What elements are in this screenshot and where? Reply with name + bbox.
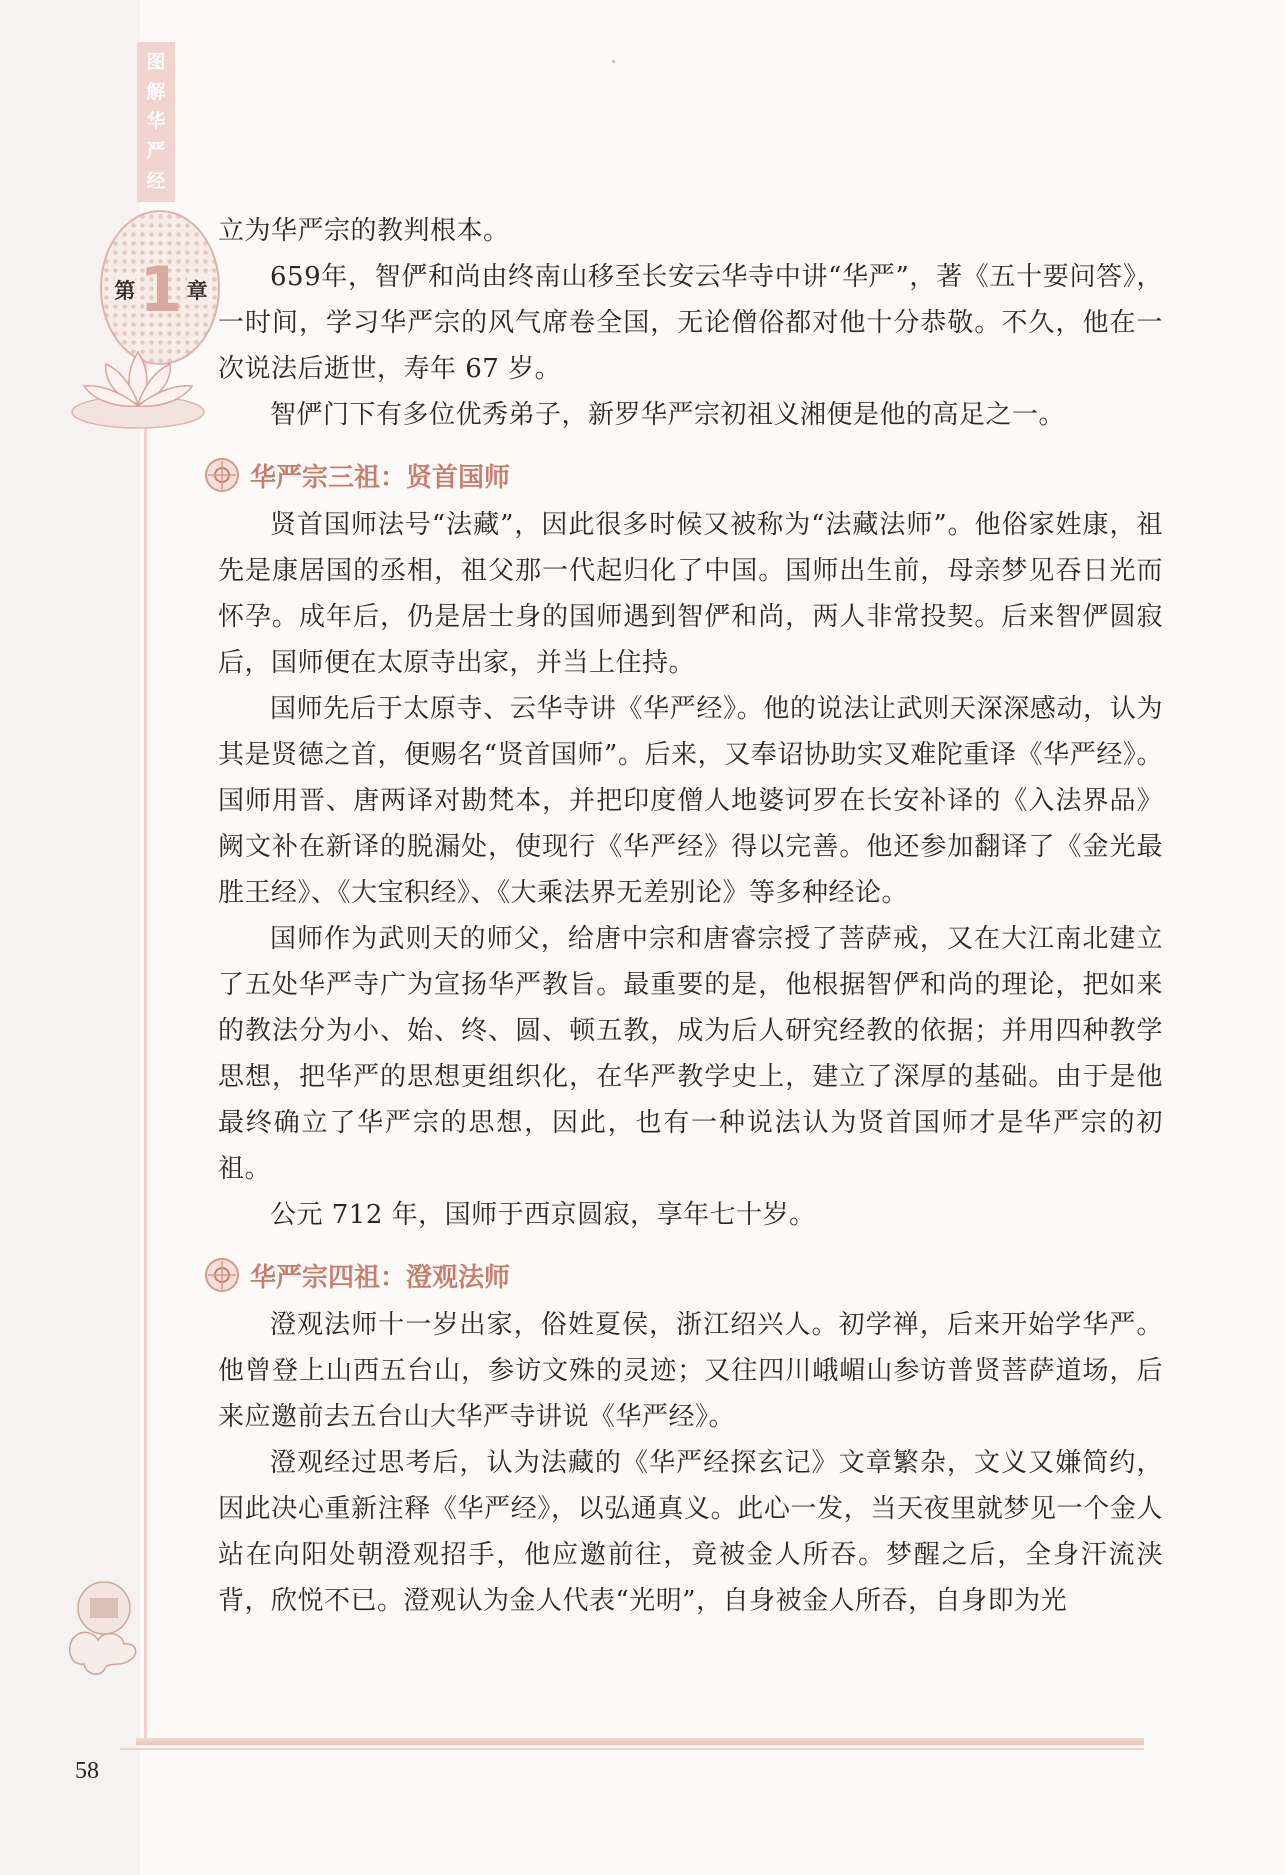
footer-rule-thin: [120, 1748, 1144, 1750]
paragraph: 659年，智俨和尚由终南山移至长安云华寺中讲“华严”，著《五十要问答》，一时间，学习华严宗的风气席卷全国，无论僧俗都对他十分恭敬。不久，他在一次说法后逝世，寿年 67 岁。: [218, 262, 1163, 384]
book-title-char: 华: [146, 110, 166, 133]
dharma-wheel-icon: [204, 1257, 240, 1293]
book-title-tab: [137, 42, 175, 202]
book-title-char: 严: [146, 140, 166, 163]
paragraph: 澄观法师十一岁出家，俗姓夏侯，浙江绍兴人。初学禅，后来开始学华严。他曾登上山西五台山，参访文殊的灵迹；又往四川峨嵋山参访普贤菩萨道场，后来应邀前去五台山大华严寺讲说《华严经》。: [218, 1310, 1163, 1432]
paragraph: 贤首国师法号“法藏”，因此很多时候又被称为“法藏法师”。他俗家姓康，祖先是康居国的丞相，祖父那一代起归化了中国。国师出生前，母亲梦见吞日光而怀孕。成年后，仍是居士身的国师遇到智俨和尚，两人非常投契。后来智俨圆寂后，国师便在太原寺出家，并当上住持。: [218, 510, 1163, 678]
paragraph: 立为华严宗的教判根本。: [218, 216, 510, 246]
chapter-suffix: 章: [187, 275, 208, 305]
book-title-char: 图: [146, 51, 166, 74]
paragraph: 国师作为武则天的师父，给唐中宗和唐睿宗授了菩萨戒，又在大江南北建立了五处华严寺广为宣扬华严教旨。最重要的是，他根据智俨和尚的理论，把如来的教法分为小、始、终、圆、顿五教，成为后人研究经教的依据；并用四种教学思想，把华严的思想更组织化，在华严教学史上，建立了深厚的基础。由于是他最终确立了华严宗的思想，因此，也有一种说法认为贤首国师才是华严宗的初祖。: [218, 924, 1163, 1184]
footer-rule: [136, 1738, 1144, 1745]
section-title: 华严宗四祖：澄观法师: [250, 1262, 511, 1293]
paragraph: 澄观经过思考后，认为法藏的《华严经探玄记》文章繁杂，文义又嫌简约，因此决心重新注释《华严经》，以弘通真义。此心一发，当天夜里就梦见一个金人站在向阳处朝澄观招手，他应邀前往，竟被金人所吞。梦醒之后，全身汗流浃背，欣悦不已。澄观认为金人代表“光明”，自身被金人所吞，自身即为光: [218, 1448, 1163, 1616]
dharma-wheel-icon: [204, 457, 240, 493]
page-body: [218, 208, 1163, 1624]
chapter-prefix: 第: [114, 275, 135, 305]
paragraph: 智俨门下有多位优秀弟子，新罗华严宗初祖义湘便是他的高足之一。: [270, 400, 1066, 430]
paragraph: 国师先后于太原寺、云华寺讲《华严经》。他的说法让武则天深深感动，认为其是贤德之首，便赐名“贤首国师”。后来，又奉诏协助实叉难陀重译《华严经》。国师用晋、唐两译对勘梵本，并把印度僧人地婆诃罗在长安补译的《入法界品》阙文补在新译的脱漏处，使现行《华严经》得以完善。他还参加翻译了《金光最胜王经》、《大宝积经》、《大乘法界无差别论》等多种经论。: [218, 694, 1163, 908]
speck: [612, 60, 615, 63]
paragraph: 公元 712 年，国师于西京圆寂，享年七十岁。: [270, 1200, 816, 1230]
chapter-label: [108, 253, 214, 326]
book-title-char: 经: [146, 169, 166, 192]
margin-vertical-rule: [144, 270, 147, 1740]
cloud-emblem-icon: [64, 1578, 144, 1688]
book-title-char: 解: [146, 80, 166, 103]
section-title: 华严宗三祖：贤首国师: [250, 462, 511, 493]
chapter-number: 1: [139, 253, 183, 326]
section-heading-2: [204, 1252, 1163, 1298]
page-number: 58: [75, 1758, 99, 1784]
lotus-icon: [68, 342, 208, 432]
section-heading-1: [204, 452, 1163, 498]
